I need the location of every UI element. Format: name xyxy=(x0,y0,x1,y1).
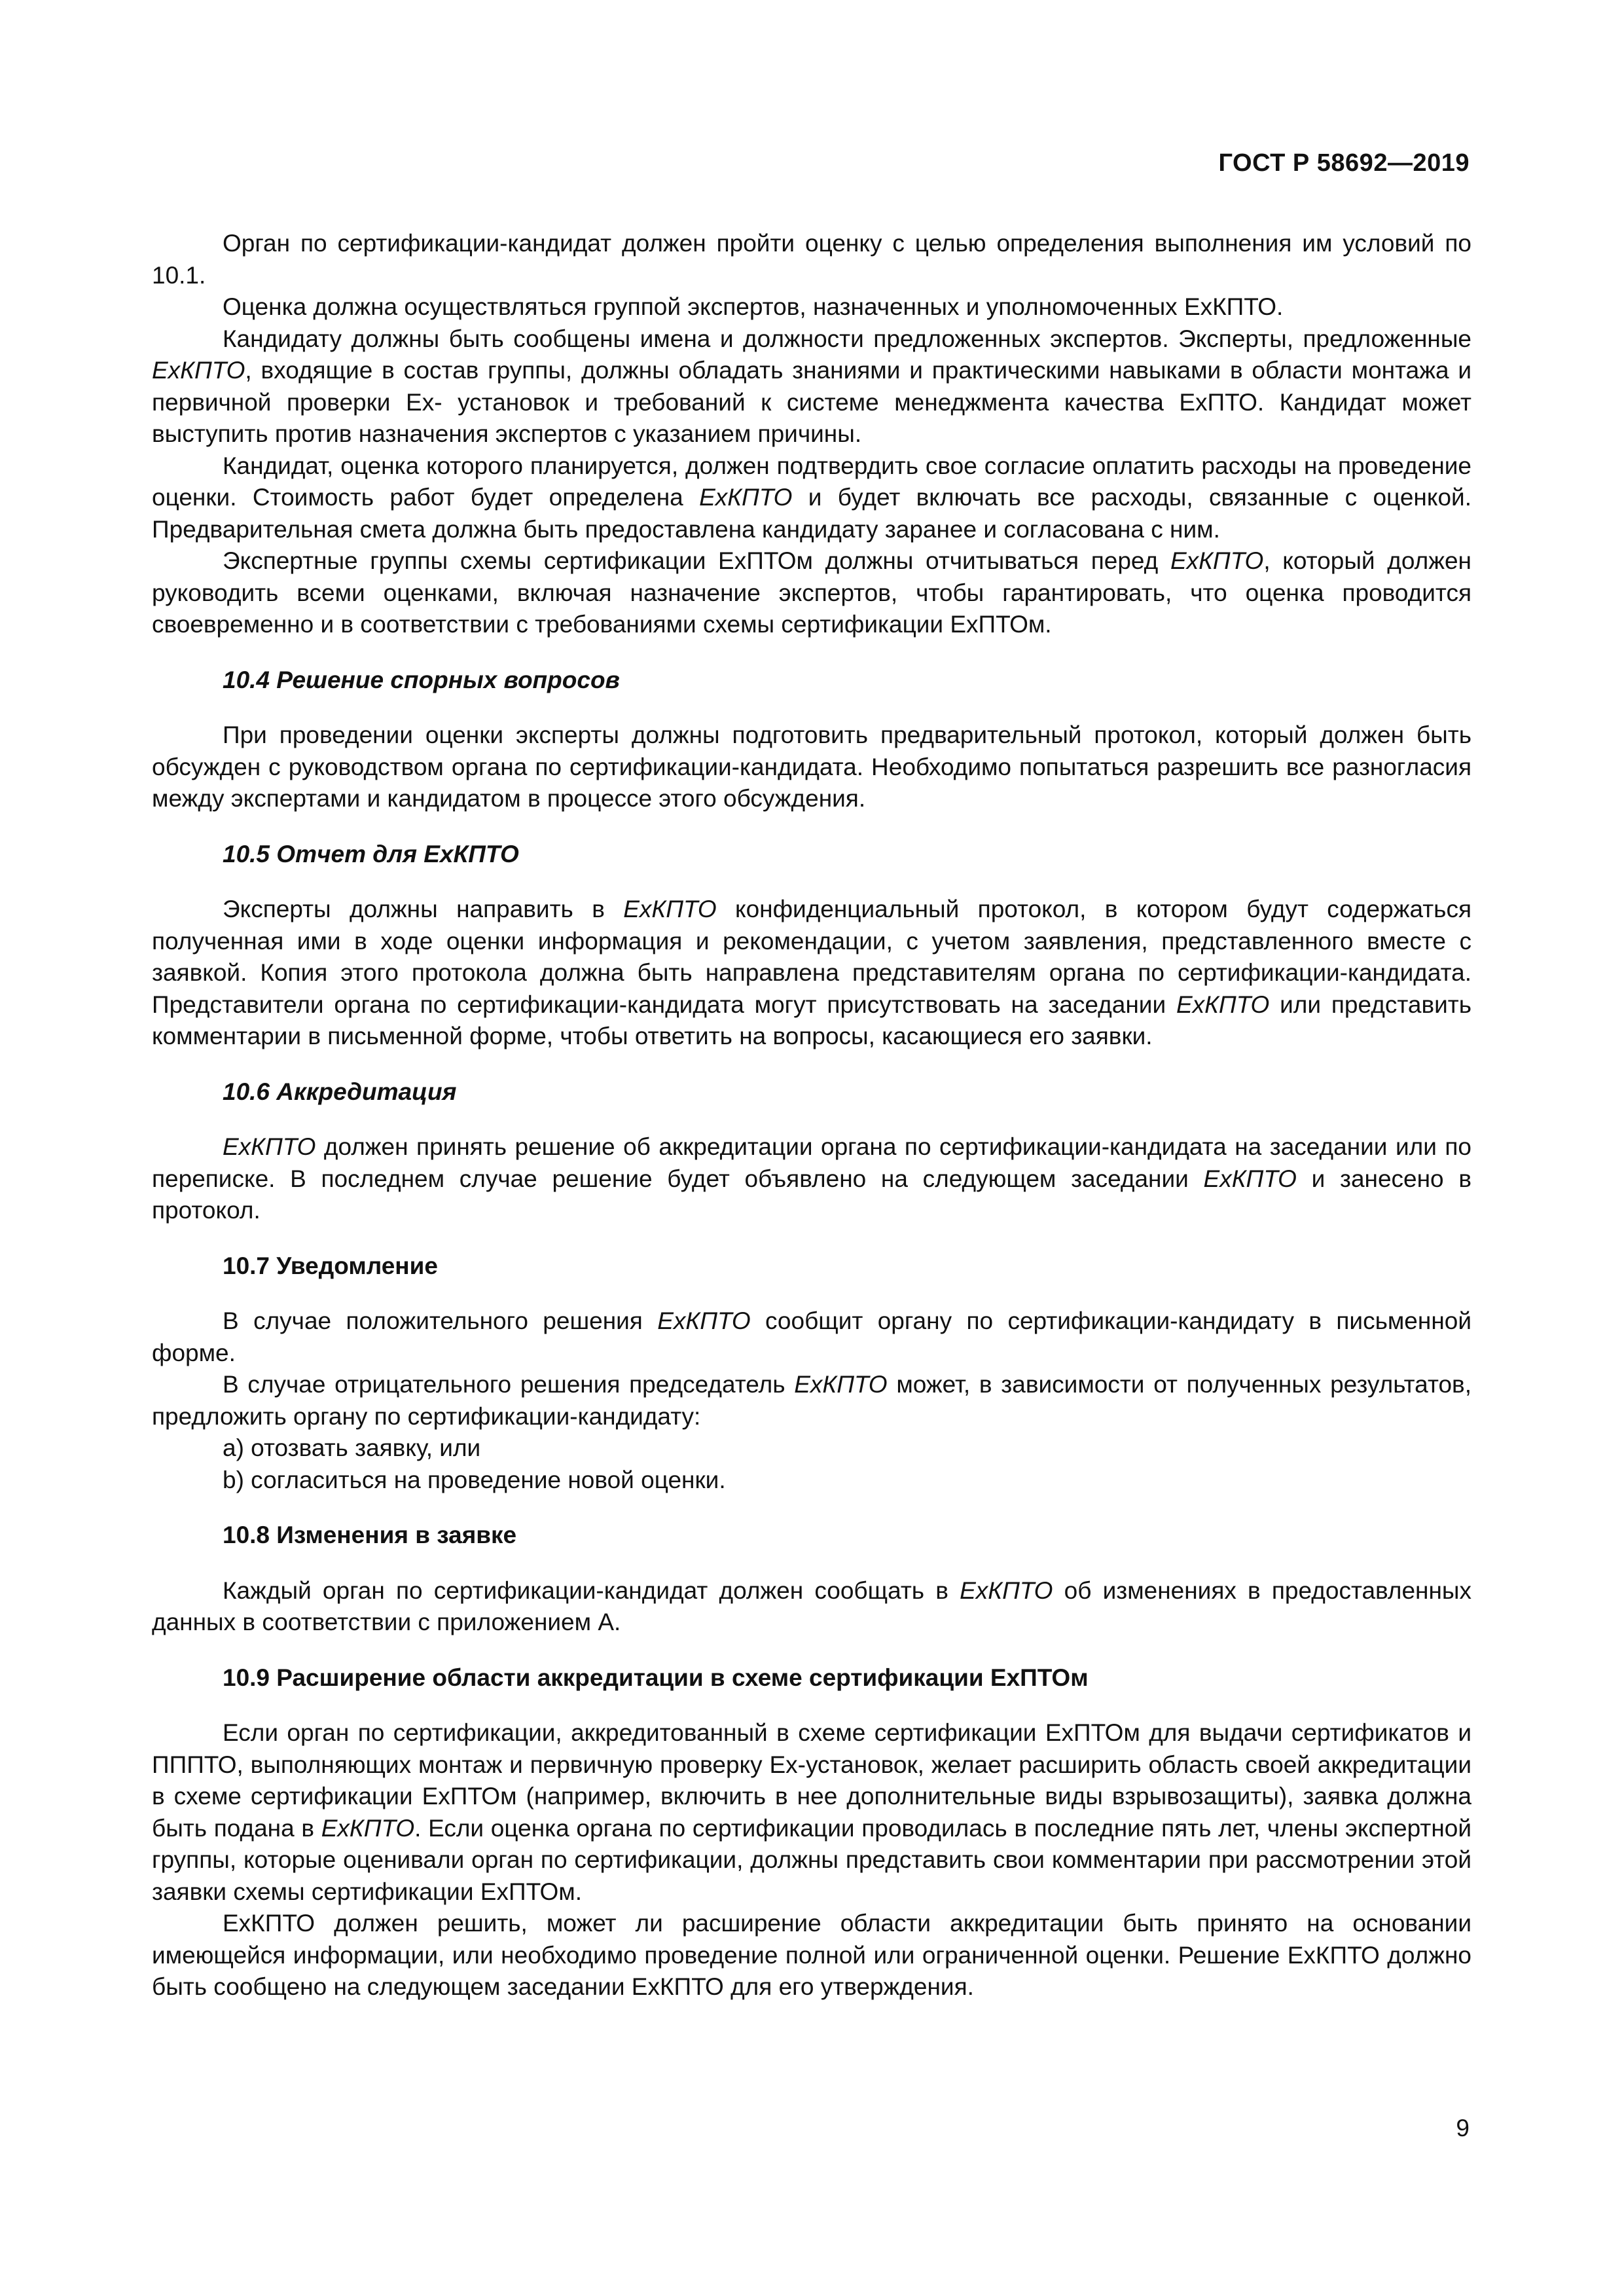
text-run: , который должен руководить всеми оценками, включая назначение экспертов, чтобы гарантировать, что оценка проводится своевременно и в соответствии с требованиями схемы сертификации ExПТОм. xyxy=(152,547,1471,638)
text-run: Каждый орган по сертификации-кандидат должен сообщать в xyxy=(223,1576,960,1604)
org-name-italic: ExКПТО xyxy=(223,1133,316,1160)
section-heading-10-7: 10.7 Уведомление xyxy=(223,1252,438,1279)
paragraph xyxy=(152,1575,1471,1639)
text-run: и занесено в протокол. xyxy=(152,1165,1471,1224)
text-run: Эксперты должны направить в xyxy=(223,896,624,922)
text-run: Кандидат, оценка которого планируется, должен подтвердить свое согласие оплатить расходы на проведение оценки. Стоимость работ будет определена xyxy=(152,452,1471,511)
text-run: Кандидату должны быть сообщены имена и должности предложенных экспертов. Эксперты, предложенные xyxy=(223,325,1471,352)
paragraph xyxy=(152,450,1471,546)
section-heading-10-5: 10.5 Отчет для ExКПТО xyxy=(223,840,519,867)
text-run: конфиденциальный протокол, в котором будут содержаться полученная ими в ходе оценки информация и рекомендации, с учетом заявления, представленного вместе с заявкой. Копия этого протокола должна быть направлена представителям органа по сертификации-кандидата. Представители органа по сертификации-кандидата могут присутствовать на заседании xyxy=(152,896,1471,1018)
paragraph xyxy=(152,1717,1471,1908)
paragraph xyxy=(152,545,1471,641)
org-name-italic: ExКПТО xyxy=(657,1307,751,1334)
paragraph: Оценка должна осуществляться группой экспертов, назначенных и уполномоченных ExКПТО. xyxy=(223,293,1284,320)
org-name-italic: ExКПТО xyxy=(1203,1165,1297,1192)
text-run: должен принять решение об аккредитации органа по сертификации-кандидата на заседании или по переписке. В последнем случае решение будет объявлено на следующем заседании xyxy=(152,1133,1471,1192)
text-run: В случае положительного решения xyxy=(223,1307,658,1334)
text-run: Если орган по сертификации, аккредитованный в схеме сертификации ExПТОм для выдачи сертификатов и ПППТО, выполняющих монтаж и первичную проверку Ex-установок, желает расширить область своей аккредитации в схеме сертификации ExПТОм (например, включить в нее дополнительные виды взрывозащиты), заявка должна быть подана в xyxy=(152,1719,1471,1842)
text-run: . Если оценка органа по сертификации проводилась в последние пять лет, члены экспертной группы, которые оценивали орган по сертификации, должны представить свои комментарии при рассмотрении этой заявки схемы сертификации ExПТОм. xyxy=(152,1814,1471,1905)
text-run: может, в зависимости от полученных результатов, предложить органу по сертификации-кандидату: xyxy=(152,1371,1471,1430)
section-heading-10-4: 10.4 Решение спорных вопросов xyxy=(223,666,620,693)
text-run: и будет включать все расходы, связанные с оценкой. Предварительная смета должна быть предоставлена кандидату заранее и согласована с ним. xyxy=(152,484,1471,543)
paragraph xyxy=(152,323,1471,450)
text-run: Экспертные группы схемы сертификации ExПТОм должны отчитываться перед xyxy=(223,547,1170,574)
org-name-italic: ExКПТО xyxy=(623,896,717,922)
paragraph xyxy=(152,1305,1471,1369)
org-name-italic: ExКПТО xyxy=(960,1576,1053,1604)
page-number: 9 xyxy=(1456,2115,1470,2141)
org-name-italic: ExКПТО xyxy=(152,357,245,384)
paragraph xyxy=(152,894,1471,1053)
text-run: сообщит органу по сертификации-кандидату в письменной форме. xyxy=(152,1307,1471,1366)
document-body xyxy=(152,228,1471,2003)
section-heading-10-8: 10.8 Изменения в заявке xyxy=(223,1522,517,1548)
paragraph: При проведении оценки эксперты должны подготовить предварительный протокол, который должен быть обсужден с руководством органа по сертификации-кандидата. Необходимо попытаться разрешить все разногласия между экспертами и кандидатом в процессе этого обсуждения. xyxy=(152,721,1471,812)
org-name-italic: ExКПТО xyxy=(1176,991,1270,1018)
text-run: об изменениях в предоставленных данных в соответствии с приложением А. xyxy=(152,1576,1471,1635)
paragraph: Орган по сертификации-кандидат должен пройти оценку с целью определения выполнения им условий по 10.1. xyxy=(152,230,1471,289)
section-heading-10-6: 10.6 Аккредитация xyxy=(223,1078,457,1105)
org-name-italic: ExКПТО xyxy=(1170,547,1264,574)
org-name-italic: ExКПТО xyxy=(794,1371,888,1398)
page-header: ГОСТ Р 58692—2019 xyxy=(1218,149,1470,177)
text-run: , входящие в состав группы, должны обладать знаниями и практическими навыками в области монтажа и первичной проверки Ex- установок и требований к системе менеджмента качества ExПТО. Кандидат может выступить против назначения экспертов с указанием причины. xyxy=(152,357,1471,447)
text-run: В случае отрицательного решения председатель xyxy=(223,1371,795,1398)
section-heading-10-9: 10.9 Расширение области аккредитации в схеме сертификации ExПТОм xyxy=(223,1664,1089,1691)
org-name-italic: ExКПТО xyxy=(321,1814,415,1842)
org-name-italic: ExКПТО xyxy=(699,484,793,511)
text-run: или представить комментарии в письменной форме, чтобы ответить на вопросы, касающиеся его заявки. xyxy=(152,991,1471,1049)
paragraph xyxy=(152,1369,1471,1432)
paragraph xyxy=(152,1131,1471,1227)
list-item: a) отозвать заявку, или xyxy=(223,1434,481,1461)
paragraph: ExКПТО должен решить, может ли расширение области аккредитации быть принято на основании имеющейся информации, или необходимо проведение полной или ограниченной оценки. Решение ExКПТО должно быть сообщено на следующем заседании ExКПТО для его утверждения. xyxy=(152,1910,1471,2000)
list-item: b) согласиться на проведение новой оценки. xyxy=(223,1466,726,1493)
